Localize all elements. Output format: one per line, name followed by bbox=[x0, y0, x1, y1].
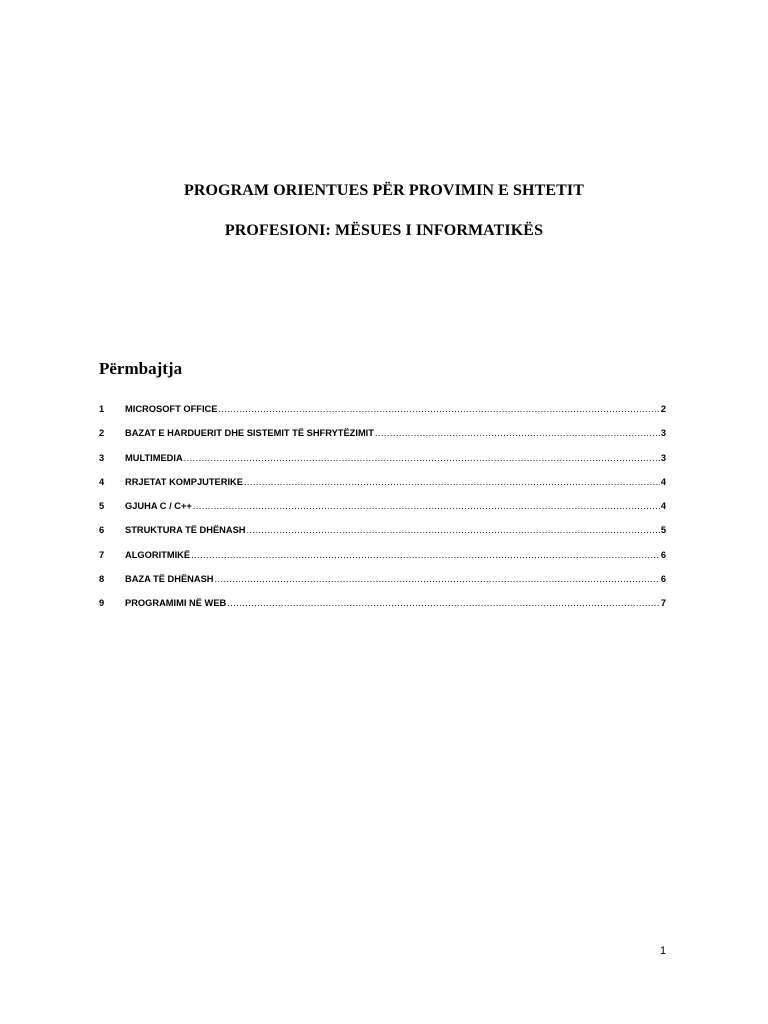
toc-entry-number: 8 bbox=[99, 574, 105, 585]
toc-entry-title[interactable]: MULTIMEDIA bbox=[125, 452, 183, 463]
toc-entry-baza-te-dhenash[interactable] bbox=[99, 574, 666, 598]
toc-entry-rrjetat-kompjuterike[interactable] bbox=[99, 477, 666, 501]
toc-entry-microsoft-office[interactable] bbox=[99, 404, 666, 428]
toc-entry-title[interactable]: BAZAT E HARDUERIT DHE SISTEMIT TË SHFRYTËZIMIT bbox=[125, 428, 374, 439]
toc-entry-number: 2 bbox=[99, 428, 105, 439]
toc-entry-page[interactable]: 4 bbox=[660, 476, 666, 487]
toc-entry-page[interactable]: 7 bbox=[660, 598, 666, 609]
page-number: 1 bbox=[660, 945, 667, 957]
toc-dot-leader bbox=[215, 574, 660, 584]
toc-dot-leader bbox=[375, 428, 660, 438]
toc-entry-page[interactable]: 3 bbox=[660, 452, 666, 463]
toc-dot-leader bbox=[191, 550, 660, 560]
toc-entry-number: 3 bbox=[99, 452, 105, 463]
toc-entry-number: 6 bbox=[99, 525, 105, 536]
toc-entry-page[interactable]: 6 bbox=[660, 574, 666, 585]
document-title: PROGRAM ORIENTUES PËR PROVIMIN E SHTETIT bbox=[183, 182, 585, 199]
document-subtitle: PROFESIONI: MËSUES I INFORMATIKËS bbox=[224, 222, 544, 239]
toc-entry-number: 5 bbox=[99, 501, 105, 512]
toc-dot-leader bbox=[184, 453, 660, 463]
table-of-contents bbox=[99, 404, 666, 623]
toc-entry-title[interactable]: GJUHA C / C++ bbox=[125, 501, 192, 512]
toc-entry-number: 7 bbox=[99, 549, 105, 560]
toc-entry-title[interactable]: ALGORITMIKË bbox=[125, 549, 191, 560]
toc-dot-leader bbox=[247, 525, 660, 535]
toc-dot-leader bbox=[227, 598, 660, 608]
toc-entry-title[interactable]: PROGRAMIMI NË WEB bbox=[125, 598, 227, 609]
toc-entry-page[interactable]: 6 bbox=[660, 549, 666, 560]
toc-entry-programimi-ne-web[interactable] bbox=[99, 598, 666, 622]
toc-entry-bazat-e-harduerit[interactable] bbox=[99, 428, 666, 452]
toc-entry-title[interactable]: MICROSOFT OFFICE bbox=[125, 404, 218, 414]
toc-entry-number: 9 bbox=[99, 598, 105, 609]
toc-entry-page[interactable]: 2 bbox=[660, 404, 666, 414]
toc-entry-page[interactable]: 3 bbox=[660, 428, 666, 439]
toc-entry-title[interactable]: BAZA TË DHËNASH bbox=[125, 574, 214, 585]
toc-dot-leader bbox=[218, 404, 659, 414]
toc-entry-struktura-te-dhenash[interactable] bbox=[99, 525, 666, 549]
toc-dot-leader bbox=[193, 501, 660, 511]
toc-entry-multimedia[interactable] bbox=[99, 453, 666, 477]
toc-entry-page[interactable]: 4 bbox=[660, 501, 666, 512]
toc-entry-title[interactable]: STRUKTURA TË DHËNASH bbox=[125, 525, 246, 536]
toc-entry-page[interactable]: 5 bbox=[660, 525, 666, 536]
toc-dot-leader bbox=[244, 477, 660, 487]
toc-heading: Përmbajtja bbox=[99, 359, 183, 378]
toc-entry-title[interactable]: RRJETAT KOMPJUTERIKE bbox=[125, 476, 243, 487]
toc-entry-number: 1 bbox=[99, 404, 105, 414]
toc-entry-gjuha-c[interactable] bbox=[99, 501, 666, 525]
toc-entry-number: 4 bbox=[99, 476, 105, 487]
toc-entry-algoritmike[interactable] bbox=[99, 550, 666, 574]
